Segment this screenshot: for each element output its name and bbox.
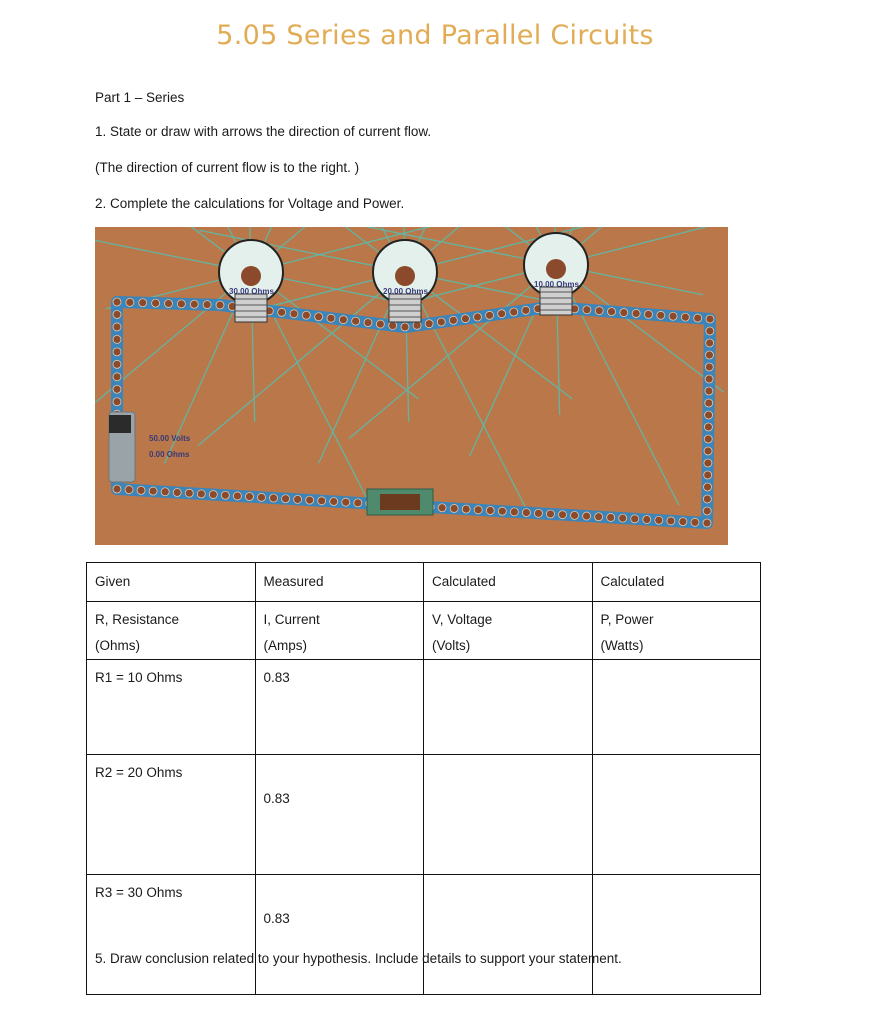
electron [139, 299, 147, 307]
electron [669, 312, 677, 320]
electron [327, 314, 335, 322]
electron [221, 491, 229, 499]
electron [681, 313, 689, 321]
electron [706, 339, 714, 347]
electron [209, 491, 217, 499]
electron [462, 505, 470, 513]
electron [510, 308, 518, 316]
measured-cell: 0.83 [255, 755, 424, 875]
electron [522, 509, 530, 517]
electron [703, 495, 711, 503]
bulb-label: 10.00 Ohms [534, 280, 579, 289]
electron [498, 507, 506, 515]
subheader-cell [424, 602, 593, 660]
page-title: 5.05 Series and Parallel Circuits [216, 20, 654, 51]
electron [125, 486, 133, 494]
electron [177, 300, 185, 308]
electron [619, 514, 627, 522]
electron [137, 486, 145, 494]
question-1: 1. State or draw with arrows the direction of current flow. [95, 124, 432, 139]
subheader-cell [87, 602, 256, 660]
electron [318, 497, 326, 505]
bulb-filament [546, 259, 566, 279]
electron [113, 398, 121, 406]
electron [352, 317, 360, 325]
voltage-cell[interactable] [424, 875, 593, 995]
electron [631, 515, 639, 523]
electron [161, 488, 169, 496]
data-table [86, 562, 761, 995]
voltage-cell[interactable] [424, 755, 593, 875]
electron [342, 498, 350, 506]
electron [278, 308, 286, 316]
bulb-label: 20.00 Ohms [383, 287, 428, 296]
question-2: 2. Complete the calculations for Voltage and Power. [95, 196, 405, 211]
electron [173, 488, 181, 496]
bulb-filament [241, 266, 261, 286]
electron [401, 323, 409, 331]
given-cell: R3 = 30 Ohms [87, 875, 256, 995]
electron [113, 348, 121, 356]
electron [486, 311, 494, 319]
power-cell[interactable] [592, 875, 761, 995]
electron [559, 511, 567, 519]
electron [510, 508, 518, 516]
subheader-line: I, Current [263, 612, 320, 627]
electron [113, 335, 121, 343]
electron [113, 360, 121, 368]
electron [703, 519, 711, 527]
bulb-base [235, 294, 267, 322]
electron [498, 310, 506, 318]
electron [449, 316, 457, 324]
electron [203, 301, 211, 309]
electron [595, 513, 603, 521]
header-cell: Calculated [424, 563, 593, 602]
electron [113, 323, 121, 331]
electron [438, 504, 446, 512]
electron [704, 435, 712, 443]
electron [354, 499, 362, 507]
question-5: 5. Draw conclusion related to your hypothesis. Include details to support your statement. [95, 951, 622, 966]
electron [620, 309, 628, 317]
electron [302, 311, 310, 319]
electron [113, 298, 121, 306]
electron [691, 518, 699, 526]
electron [197, 490, 205, 498]
electron [152, 299, 160, 307]
bulb-base [540, 287, 572, 315]
electron [113, 485, 121, 493]
electron [704, 459, 712, 467]
electron [704, 471, 712, 479]
electron [185, 489, 193, 497]
electron [667, 517, 675, 525]
electron [705, 387, 713, 395]
subheader-unit: (Ohms) [95, 638, 140, 653]
header-cell: Calculated [592, 563, 761, 602]
electron [149, 487, 157, 495]
resistor-element [367, 489, 433, 515]
electron [389, 322, 397, 330]
electron [679, 518, 687, 526]
electron [461, 315, 469, 323]
circuit-simulation [95, 227, 728, 545]
electron [126, 298, 134, 306]
electron [694, 314, 702, 322]
electron [233, 492, 241, 500]
measured-cell: 0.83 [255, 660, 424, 755]
electron [705, 399, 713, 407]
table-row [87, 755, 761, 875]
bulb-filament [395, 266, 415, 286]
electron [190, 300, 198, 308]
subheader-unit: (Amps) [263, 638, 307, 653]
power-cell[interactable] [592, 660, 761, 755]
header-cell: Given [87, 563, 256, 602]
bulb-label: 30.00 Ohms [229, 287, 274, 296]
electron [437, 318, 445, 326]
electron [534, 509, 542, 517]
electron [706, 315, 714, 323]
battery-voltage: 50.00 Volts [149, 434, 191, 443]
electron [290, 310, 298, 318]
power-cell[interactable] [592, 755, 761, 875]
electron [632, 309, 640, 317]
electron [294, 495, 302, 503]
electron [704, 483, 712, 491]
measured-cell: 0.83 [255, 875, 424, 995]
battery-resistance: 0.00 Ohms [149, 450, 190, 459]
given-cell: R2 = 20 Ohms [87, 755, 256, 875]
bulb-base [389, 294, 421, 322]
electron [486, 507, 494, 515]
electron [583, 512, 591, 520]
electron [705, 375, 713, 383]
electron [474, 313, 482, 321]
electron [704, 423, 712, 431]
subheader-line: R, Resistance [95, 612, 180, 627]
subheader-unit: (Volts) [432, 638, 471, 653]
electron [413, 321, 421, 329]
electron [608, 308, 616, 316]
electron [270, 494, 278, 502]
table-row [87, 660, 761, 755]
electron [216, 301, 224, 309]
electron [245, 493, 253, 501]
electron [376, 320, 384, 328]
electron [113, 373, 121, 381]
voltage-cell[interactable] [424, 660, 593, 755]
electron [339, 316, 347, 324]
electron [644, 310, 652, 318]
electron [282, 495, 290, 503]
subheader-line: P, Power [600, 612, 654, 627]
electron [607, 513, 615, 521]
subheader-cell [592, 602, 761, 660]
electron [425, 320, 433, 328]
electron [571, 511, 579, 519]
electron [450, 504, 458, 512]
subheader-cell [255, 602, 424, 660]
electron [330, 497, 338, 505]
electron [583, 306, 591, 314]
part-heading: Part 1 – Series [95, 90, 185, 105]
electron [306, 496, 314, 504]
answer-1: (The direction of current flow is to the right. ) [95, 160, 360, 175]
electron [706, 327, 714, 335]
electron [257, 493, 265, 501]
electron [595, 307, 603, 315]
electron [703, 507, 711, 515]
electron [643, 516, 651, 524]
header-cell: Measured [255, 563, 424, 602]
electron [522, 306, 530, 314]
electron [657, 311, 665, 319]
electron [705, 363, 713, 371]
subheader-line: V, Voltage [432, 612, 493, 627]
subheader-unit: (Watts) [600, 638, 644, 653]
electron [705, 411, 713, 419]
electron [113, 385, 121, 393]
electron [315, 313, 323, 321]
electron [364, 319, 372, 327]
electron [165, 300, 173, 308]
electron [546, 510, 554, 518]
given-cell: R1 = 10 Ohms [87, 660, 256, 755]
electron [704, 447, 712, 455]
table-row [87, 875, 761, 995]
electron [474, 506, 482, 514]
electron [655, 516, 663, 524]
electron [705, 351, 713, 359]
electron [113, 310, 121, 318]
